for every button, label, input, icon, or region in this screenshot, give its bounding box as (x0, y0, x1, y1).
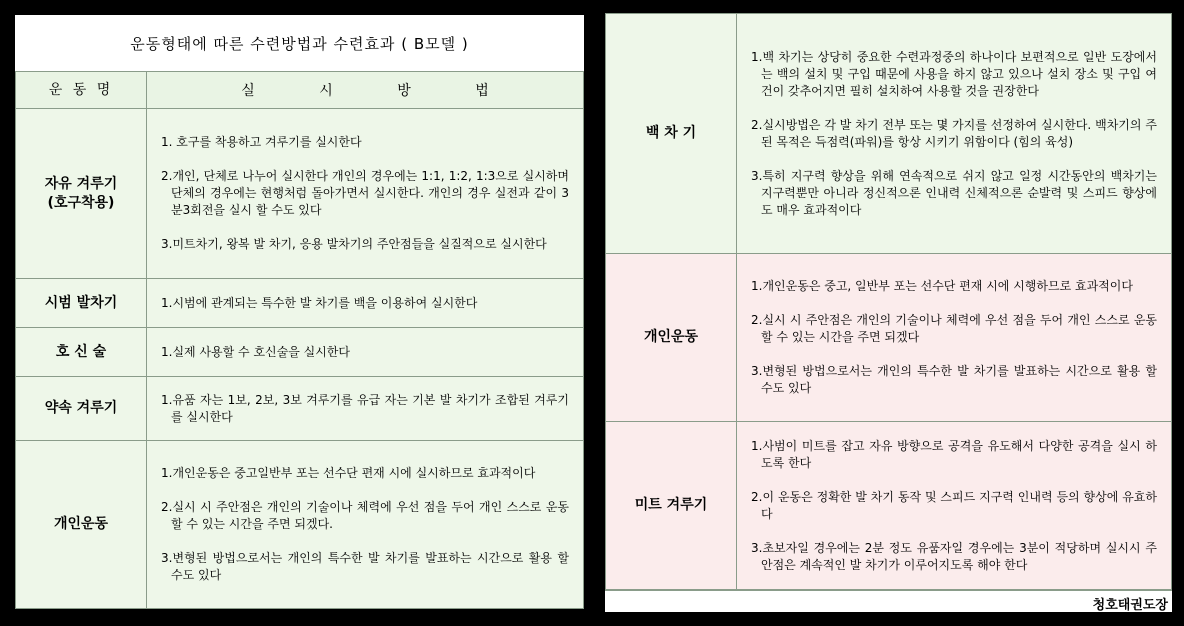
row-name: 개인운동 (16, 441, 147, 609)
table-row (16, 328, 584, 377)
row-name: 자유 겨루기 (호구착용) (16, 109, 147, 279)
right-table (605, 13, 1172, 590)
list-item: 3.변형된 방법으로서는 개인의 특수한 발 차기를 발표하는 시간으로 활용 할 수도 있다 (751, 364, 1157, 395)
list-item: 2.실시 시 주안점은 개인의 기술이나 체력에 우선 점을 두어 개인 스스로 운동 할 수 있는 시간을 주면 되겠다. (161, 500, 569, 531)
list-item: 2.이 운동은 정확한 발 차기 동작 및 스피드 지구력 인내력 등의 향상에 유효하다 (751, 489, 1157, 521)
row-name: 약속 겨루기 (16, 377, 147, 441)
table-row (16, 279, 584, 328)
list-item: 3.미트차기, 왕복 발 차기, 응용 발차기의 주안점들을 실질적으로 실시한다 (161, 237, 547, 251)
row-name: 시범 발차기 (16, 279, 147, 328)
row-name: 백 차 기 (606, 14, 737, 254)
list-item: 1.시범에 관계되는 특수한 발 차기를 백을 이용하여 실시한다 (161, 295, 478, 310)
list-item: 2.실시 시 주안점은 개인의 기술이나 체력에 우선 점을 두어 개인 스스로 운동 할 수 있는 시간을 주면 되겠다 (751, 313, 1157, 344)
row-name: 미트 겨루기 (606, 422, 737, 590)
page-title: 운동형태에 따른 수련방법과 수련효과 ( B모델 ) (130, 34, 469, 53)
list-item: 1.실제 사용할 수 호신술을 실시한다 (161, 344, 350, 359)
list-item: 3.특히 지구력 향상을 위해 연속적으로 쉬지 않고 일정 시간동안의 백차기는 지구력뿐만 아니라 정신적으론 인내력 신체적으론 순발력 및 스피드 향상에도 매우 효과적이다 (751, 168, 1157, 217)
row-content (737, 254, 1172, 422)
left-table (15, 71, 584, 609)
table-header-row (16, 72, 584, 109)
row-content (737, 422, 1172, 590)
list-item: 1. 호구를 착용하고 겨루기를 실시한다 (161, 135, 362, 149)
list-item: 1.사범이 미트를 잡고 자유 방향으로 공격을 유도해서 다양한 공격을 실시 하도록 한다 (751, 438, 1157, 470)
row-content (147, 377, 584, 441)
table-row (606, 254, 1172, 422)
list-item: 2.실시방법은 각 발 차기 전부 또는 몇 가지를 선정하여 실시한다. 백차기의 주된 목적은 득점력(파워)를 항상 시키기 위함이다 (힘의 육성) (751, 117, 1157, 149)
table-row (16, 441, 584, 609)
row-content (737, 14, 1172, 254)
list-item: 1.유품 자는 1보, 2보, 3보 겨루기를 유급 자는 기본 발 차기가 조합된 겨루기를 실시한다 (161, 392, 569, 424)
list-item: 3.변형된 방법으로서는 개인의 특수한 발 차기를 발표하는 시간으로 활용 할 수도 있다 (161, 551, 569, 582)
list-item: 1.백 차기는 상당히 중요한 수련과정중의 하나이다 보편적으로 일반 도장에서는 백의 설치 및 구입 때문에 사용을 하지 않고 있으나 설치 장소 및 구입 여건이 갖추어지면 필히 설치하여 사용할 것을 권장한다 (751, 49, 1157, 98)
list-item: 1.개인운동은 중고, 일반부 포는 선수단 편재 시에 시행하므로 효과적이다 (751, 279, 1133, 293)
right-panel (605, 13, 1172, 612)
header-exercise-name: 운 동 명 (16, 72, 147, 109)
row-content (147, 109, 584, 279)
list-item: 1.개인운동은 중고일반부 포는 선수단 편재 시에 실시하므로 효과적이다 (161, 466, 536, 480)
row-content (147, 279, 584, 328)
list-item: 2.개인, 단체로 나누어 실시한다 개인의 경우에는 1:1, 1:2, 1:3으로 실시하며 단체의 경우에는 현행처럼 돌아가면서 실시한다. 개인의 경우 실전과 같이 3분3회전을 실시 할 수도 있다 (161, 169, 569, 217)
table-row (16, 377, 584, 441)
row-content (147, 328, 584, 377)
table-row (606, 14, 1172, 254)
table-row (606, 422, 1172, 590)
list-item: 3.초보자일 경우에는 2분 정도 유품자일 경우에는 3분이 적당하며 실시시 주안점은 계속적인 발 차기가 이루어지도록 해야 한다 (751, 540, 1157, 572)
row-name: 개인운동 (606, 254, 737, 422)
table-row (16, 109, 584, 279)
header-method: 실 시 방 법 (147, 72, 584, 109)
row-content (147, 441, 584, 609)
left-panel (15, 15, 584, 609)
row-name: 호 신 술 (16, 328, 147, 377)
gym-name-footer: 청호태권도장 (605, 590, 1172, 612)
